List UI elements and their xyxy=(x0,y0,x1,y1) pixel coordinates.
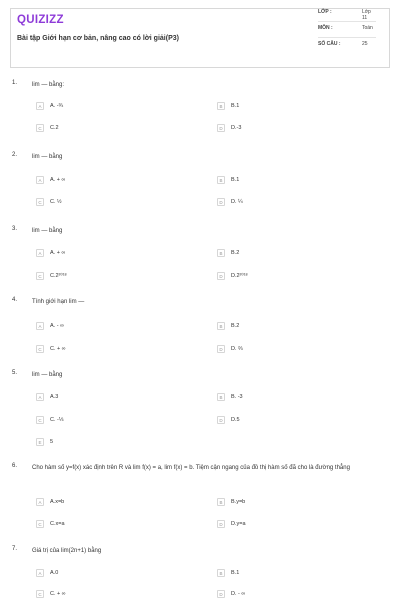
meta-subject xyxy=(318,22,376,38)
option-letter: A xyxy=(36,249,44,257)
option-letter: A xyxy=(36,176,44,184)
option-letter: D xyxy=(217,590,225,598)
option-text: A.3 xyxy=(50,394,59,400)
option-text: C.2 xyxy=(50,125,59,131)
question-number: 6. xyxy=(12,463,18,469)
question-number: 7. xyxy=(12,546,18,552)
option-text: B.1 xyxy=(231,177,240,183)
option-text: 5 xyxy=(50,439,54,445)
option-letter: D xyxy=(217,416,225,424)
option-text: B.1 xyxy=(231,570,240,576)
option-letter: B xyxy=(217,102,225,110)
option-letter: A xyxy=(36,498,44,506)
option-text: C. ½ xyxy=(50,199,62,205)
option-letter: A xyxy=(36,102,44,110)
option-letter: C xyxy=(36,590,44,598)
question-text: Giá trị của lim(2n+1) bằng xyxy=(32,548,102,554)
option-text: C.2²⁰¹⁸ xyxy=(50,273,67,279)
option-text: D.y=a xyxy=(231,521,246,527)
option-text: C. + ∞ xyxy=(50,591,66,597)
option-letter: B xyxy=(217,322,225,330)
question-text: lim — bằng xyxy=(32,228,63,234)
worksheet-title: Bài tập Giới hạn cơ bản, nâng cao có lời giải(P3) xyxy=(17,35,179,42)
option-letter: D xyxy=(217,198,225,206)
option-letter: B xyxy=(217,569,225,577)
option-text: D.2²⁰¹⁸ xyxy=(231,273,248,279)
meta-count-key: SỐ CÂU : xyxy=(318,41,341,47)
option-text: C.x=a xyxy=(50,521,65,527)
option-text: C. -⅓ xyxy=(50,417,64,423)
question-number: 5. xyxy=(12,370,18,376)
question-number: 1. xyxy=(12,80,18,86)
option-letter: D xyxy=(217,520,225,528)
option-letter: B xyxy=(217,498,225,506)
question-text: lim — bằng xyxy=(32,154,63,160)
option-text: D. ¼ xyxy=(231,199,243,205)
question-text: lim — bằng xyxy=(32,372,63,378)
question-text: Cho hàm số y=f(x) xác định trên R và lim f(x) = a, lim f(x) = b. Tiệm cận ngang của đồ thị hàm số đã cho là đường thẳng xyxy=(32,465,350,471)
question-number: 4. xyxy=(12,297,18,303)
option-text: B. -3 xyxy=(231,394,243,400)
option-letter: E xyxy=(36,438,44,446)
option-text: B.y=b xyxy=(231,499,246,505)
meta-count xyxy=(318,38,376,53)
option-letter: D xyxy=(217,272,225,280)
question-text: lim — bằng: xyxy=(32,82,65,88)
option-text: A.x=b xyxy=(50,499,65,505)
meta-class-key: LỚP : xyxy=(318,9,332,15)
option-text: D. - ∞ xyxy=(231,591,246,597)
option-text: A. + ∞ xyxy=(50,250,66,256)
option-letter: A xyxy=(36,569,44,577)
option-letter: B xyxy=(217,176,225,184)
option-text: B.2 xyxy=(231,250,240,256)
option-letter: A xyxy=(36,322,44,330)
option-text: D.-3 xyxy=(231,125,242,131)
meta-class xyxy=(318,6,376,22)
option-letter: C xyxy=(36,520,44,528)
option-letter: D xyxy=(217,345,225,353)
option-letter: C xyxy=(36,416,44,424)
meta-count-value: 25 xyxy=(362,41,368,47)
option-text: C. + ∞ xyxy=(50,346,66,352)
option-text: A. + ∞ xyxy=(50,177,66,183)
meta-subject-key: MÔN : xyxy=(318,25,333,31)
option-text: D. ⅔ xyxy=(231,346,243,352)
option-letter: C xyxy=(36,124,44,132)
question-text: Tính giới hạn lim — xyxy=(32,299,85,305)
option-letter: C xyxy=(36,272,44,280)
option-text: A. -¾ xyxy=(50,103,64,109)
meta-class-value: Lớp 11 xyxy=(362,9,371,21)
quizizz-logo: QUIZIZZ xyxy=(17,14,64,26)
option-text: D.5 xyxy=(231,417,240,423)
option-letter: B xyxy=(217,393,225,401)
option-letter: C xyxy=(36,198,44,206)
option-text: B.1 xyxy=(231,103,240,109)
option-text: A.0 xyxy=(50,570,59,576)
option-letter: A xyxy=(36,393,44,401)
question-number: 2. xyxy=(12,152,18,158)
option-letter: D xyxy=(217,124,225,132)
option-letter: C xyxy=(36,345,44,353)
meta-subject-value: Toán xyxy=(362,25,373,31)
option-text: B.2 xyxy=(231,323,240,329)
option-text: A. - ∞ xyxy=(50,323,65,329)
question-number: 3. xyxy=(12,226,18,232)
option-letter: B xyxy=(217,249,225,257)
worksheet-meta xyxy=(318,6,376,53)
